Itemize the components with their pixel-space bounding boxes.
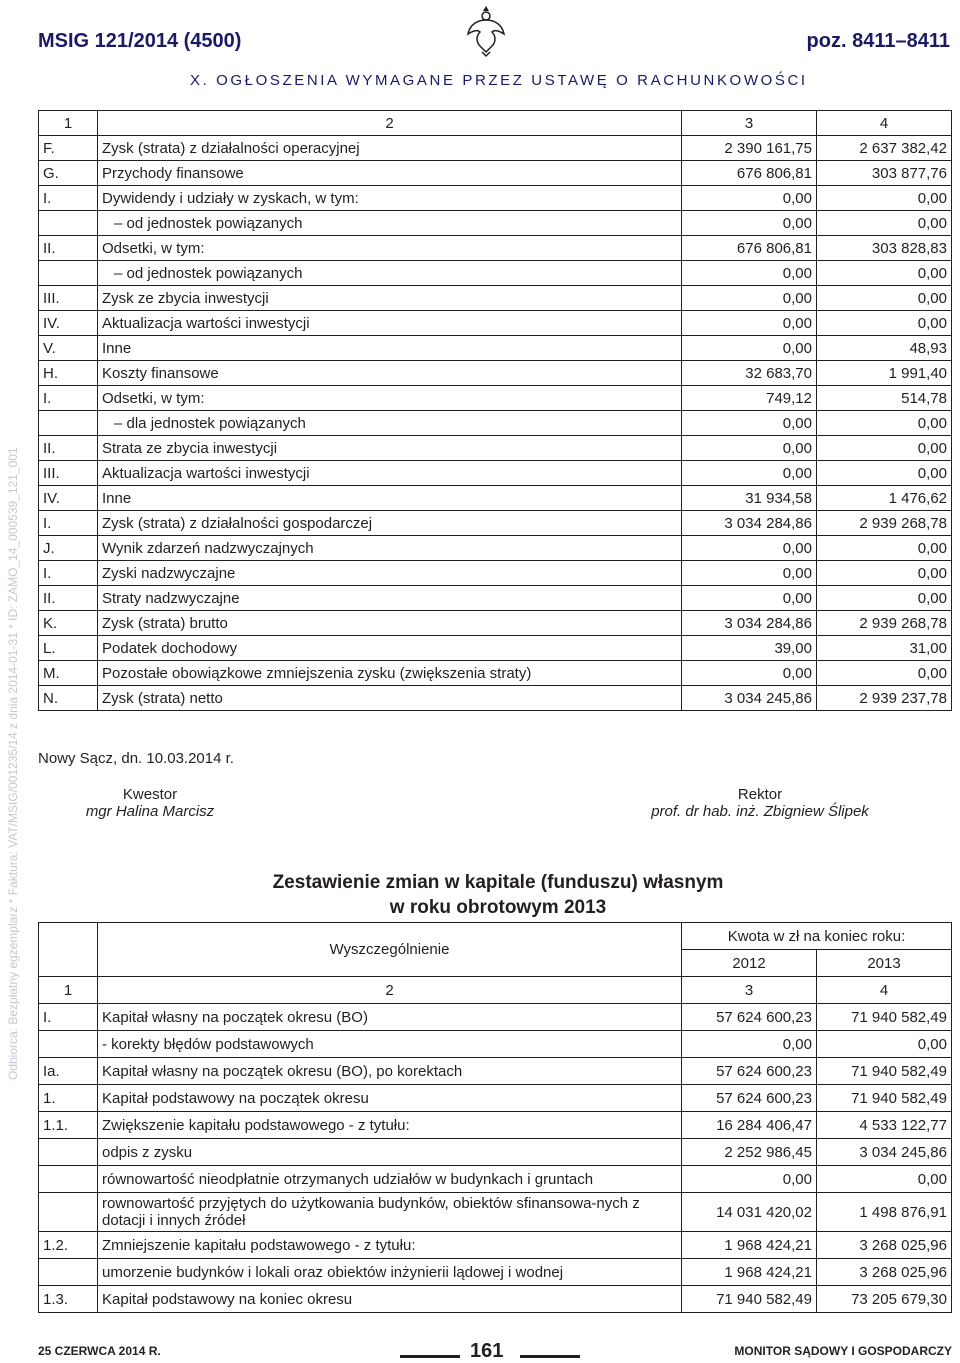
header-position: poz. 8411–8411: [806, 30, 950, 52]
row-value-curr-cell: 31,00: [817, 636, 952, 661]
row-label-cell: – od jednostek powiązanych: [98, 261, 682, 286]
row-value-prev-cell: 676 806,81: [682, 236, 817, 261]
row-value-curr-cell: 48,93: [817, 336, 952, 361]
footer-rule: [400, 1355, 460, 1358]
row-number-cell: II.: [39, 236, 98, 261]
row-value-curr-cell: 3 268 025,96: [817, 1232, 952, 1259]
signature-name: mgr Halina Marcisz: [85, 803, 215, 820]
row-value-curr-cell: 0,00: [817, 1166, 952, 1193]
table-header-cell: 2013: [817, 950, 952, 977]
signature-left: [70, 786, 230, 820]
table-row: [39, 261, 952, 286]
row-value-curr-cell: 1 498 876,91: [817, 1193, 952, 1232]
row-value-curr-cell: 71 940 582,49: [817, 1085, 952, 1112]
row-number-cell: I.: [39, 561, 98, 586]
header-issue: MSIG 121/2014 (4500): [38, 30, 242, 52]
row-value-prev-cell: 0,00: [682, 286, 817, 311]
row-label-cell: Zysk (strata) brutto: [98, 611, 682, 636]
table-header-cell: Wyszczególnienie: [98, 923, 682, 977]
row-value-prev-cell: 676 806,81: [682, 161, 817, 186]
row-label-cell: Inne: [98, 336, 682, 361]
table-row: [39, 186, 952, 211]
table-row: [39, 161, 952, 186]
row-label-cell: Zmniejszenie kapitału podstawowego - z tytułu:: [98, 1232, 682, 1259]
row-number-cell: [39, 1193, 98, 1232]
table-header-cell: Kwota w zł na koniec roku:: [682, 923, 952, 950]
table-header-cell: 1: [39, 977, 98, 1004]
row-value-prev-cell: 0,00: [682, 336, 817, 361]
row-label-cell: Kapitał podstawowy na koniec okresu: [98, 1286, 682, 1313]
row-value-curr-cell: 2 939 268,78: [817, 511, 952, 536]
row-number-cell: [39, 211, 98, 236]
row-label-cell: Zysk ze zbycia inwestycji: [98, 286, 682, 311]
row-number-cell: IV.: [39, 486, 98, 511]
row-number-cell: [39, 1139, 98, 1166]
row-label-cell: - korekty błędów podstawowych: [98, 1031, 682, 1058]
table-row: [39, 511, 952, 536]
row-value-curr-cell: 2 637 382,42: [817, 136, 952, 161]
row-value-curr-cell: 303 828,83: [817, 236, 952, 261]
row-number-cell: III.: [39, 286, 98, 311]
row-value-prev-cell: 3 034 245,86: [682, 686, 817, 711]
table-header-cell: 2: [98, 977, 682, 1004]
row-value-curr-cell: 1 991,40: [817, 361, 952, 386]
table-row: [39, 236, 952, 261]
table-row: [39, 686, 952, 711]
table-row: [39, 1286, 952, 1313]
footer-date: 25 CZERWCA 2014 R.: [38, 1344, 161, 1358]
table-row: [39, 411, 952, 436]
row-number-cell: 1.2.: [39, 1232, 98, 1259]
table-row: [39, 461, 952, 486]
row-value-curr-cell: 0,00: [817, 261, 952, 286]
row-value-prev-cell: 1 968 424,21: [682, 1259, 817, 1286]
row-label-cell: – dla jednostek powiązanych: [98, 411, 682, 436]
table-row: [39, 286, 952, 311]
row-value-curr-cell: 0,00: [817, 586, 952, 611]
row-label-cell: Strata ze zbycia inwestycji: [98, 436, 682, 461]
row-value-prev-cell: 0,00: [682, 461, 817, 486]
row-value-prev-cell: 0,00: [682, 1166, 817, 1193]
row-label-cell: Dywidendy i udziały w zyskach, w tym:: [98, 186, 682, 211]
row-value-prev-cell: 32 683,70: [682, 361, 817, 386]
row-value-prev-cell: 57 624 600,23: [682, 1058, 817, 1085]
row-value-curr-cell: 0,00: [817, 461, 952, 486]
row-value-curr-cell: 4 533 122,77: [817, 1112, 952, 1139]
row-label-cell: Zysk (strata) z działalności operacyjnej: [98, 136, 682, 161]
row-label-cell: Wynik zdarzeń nadzwyczajnych: [98, 536, 682, 561]
row-value-prev-cell: 16 284 406,47: [682, 1112, 817, 1139]
row-value-curr-cell: 0,00: [817, 436, 952, 461]
row-number-cell: III.: [39, 461, 98, 486]
row-value-prev-cell: 57 624 600,23: [682, 1085, 817, 1112]
footer-publication: MONITOR SĄDOWY I GOSPODARCZY: [734, 1344, 952, 1358]
table-header-cell: 4: [817, 111, 952, 136]
table-row: [39, 636, 952, 661]
row-value-curr-cell: 0,00: [817, 211, 952, 236]
table-row: [39, 536, 952, 561]
row-label-cell: Inne: [98, 486, 682, 511]
vertical-watermark-text: Odbiorca: Bezpłatny egzemplarz * Faktura: VAT/MSIG/001235/14 z dnia 2014-01-31 * ID: ZAMO_14_000539_121_001: [6, 447, 20, 1080]
row-value-prev-cell: 0,00: [682, 1031, 817, 1058]
row-label-cell: Zysk (strata) z działalności gospodarczej: [98, 511, 682, 536]
row-label-cell: Pozostałe obowiązkowe zmniejszenia zysku (zwiększenia straty): [98, 661, 682, 686]
row-value-curr-cell: 71 940 582,49: [817, 1004, 952, 1031]
table-row: [39, 1139, 952, 1166]
row-number-cell: V.: [39, 336, 98, 361]
table-row: [39, 486, 952, 511]
row-value-curr-cell: 71 940 582,49: [817, 1058, 952, 1085]
row-value-curr-cell: 2 939 268,78: [817, 611, 952, 636]
table-row: [39, 661, 952, 686]
row-value-prev-cell: 57 624 600,23: [682, 1004, 817, 1031]
table-header-cell: 4: [817, 977, 952, 1004]
row-value-curr-cell: 1 476,62: [817, 486, 952, 511]
row-value-prev-cell: 0,00: [682, 411, 817, 436]
row-label-cell: Straty nadzwyczajne: [98, 586, 682, 611]
row-value-curr-cell: 303 877,76: [817, 161, 952, 186]
row-value-curr-cell: 3 034 245,86: [817, 1139, 952, 1166]
row-value-curr-cell: 0,00: [817, 186, 952, 211]
row-label-cell: – od jednostek powiązanych: [98, 211, 682, 236]
capital-title: [238, 870, 758, 920]
table-row: [39, 561, 952, 586]
table-row: [39, 1166, 952, 1193]
table-row: [39, 1259, 952, 1286]
row-value-prev-cell: 0,00: [682, 561, 817, 586]
table-row: [39, 1031, 952, 1058]
row-label-cell: Zysk (strata) netto: [98, 686, 682, 711]
row-number-cell: I.: [39, 186, 98, 211]
row-number-cell: Ia.: [39, 1058, 98, 1085]
row-value-prev-cell: 2 390 161,75: [682, 136, 817, 161]
row-value-curr-cell: 514,78: [817, 386, 952, 411]
row-value-curr-cell: 0,00: [817, 536, 952, 561]
table-row: [39, 386, 952, 411]
row-value-prev-cell: 39,00: [682, 636, 817, 661]
row-value-prev-cell: 3 034 284,86: [682, 511, 817, 536]
signature-name: prof. dr hab. inż. Zbigniew Ślipek: [651, 803, 869, 820]
table-row: [39, 136, 952, 161]
row-label-cell: Kapitał własny na początek okresu (BO): [98, 1004, 682, 1031]
row-label-cell: Odsetki, w tym:: [98, 236, 682, 261]
table-row: [39, 1085, 952, 1112]
row-number-cell: K.: [39, 611, 98, 636]
row-label-cell: Odsetki, w tym:: [98, 386, 682, 411]
page-number: 161: [470, 1340, 504, 1362]
capital-title-line: w roku obrotowym 2013: [389, 897, 607, 918]
row-number-cell: J.: [39, 536, 98, 561]
row-value-prev-cell: 0,00: [682, 586, 817, 611]
row-value-curr-cell: 0,00: [817, 661, 952, 686]
table-header-cell: 3: [682, 977, 817, 1004]
row-value-prev-cell: 749,12: [682, 386, 817, 411]
row-number-cell: I.: [39, 511, 98, 536]
row-value-curr-cell: 2 939 237,78: [817, 686, 952, 711]
row-value-prev-cell: 0,00: [682, 186, 817, 211]
row-value-curr-cell: 0,00: [817, 286, 952, 311]
row-number-cell: 1.3.: [39, 1286, 98, 1313]
row-value-prev-cell: 71 940 582,49: [682, 1286, 817, 1313]
row-label-cell: Aktualizacja wartości inwestycji: [98, 461, 682, 486]
signature-right: [630, 786, 890, 820]
table-row: [39, 611, 952, 636]
table-header-row: [39, 977, 952, 1004]
row-label-cell: odpis z zysku: [98, 1139, 682, 1166]
row-label-cell: Koszty finansowe: [98, 361, 682, 386]
row-value-prev-cell: 0,00: [682, 211, 817, 236]
table-header-row: [39, 111, 952, 136]
row-label-cell: Zwiększenie kapitału podstawowego - z tytułu:: [98, 1112, 682, 1139]
row-label-cell: rownowartość przyjętych do użytkowania budynków, obiektów sfinansowa-nych z dotacji i innych źródeł: [98, 1193, 682, 1232]
table-row: [39, 311, 952, 336]
row-value-prev-cell: 0,00: [682, 661, 817, 686]
row-value-curr-cell: 0,00: [817, 411, 952, 436]
table-row: [39, 336, 952, 361]
table-row: [39, 361, 952, 386]
table-row: [39, 1232, 952, 1259]
row-number-cell: [39, 261, 98, 286]
row-number-cell: M.: [39, 661, 98, 686]
eagle-emblem-icon: [466, 2, 506, 58]
row-label-cell: umorzenie budynków i lokali oraz obiektów inżynierii lądowej i wodnej: [98, 1259, 682, 1286]
row-number-cell: N.: [39, 686, 98, 711]
row-value-prev-cell: 1 968 424,21: [682, 1232, 817, 1259]
row-label-cell: Kapitał podstawowy na początek okresu: [98, 1085, 682, 1112]
table-row: [39, 1112, 952, 1139]
row-number-cell: F.: [39, 136, 98, 161]
row-number-cell: II.: [39, 586, 98, 611]
table-row: [39, 1193, 952, 1232]
row-value-prev-cell: 2 252 986,45: [682, 1139, 817, 1166]
row-label-cell: Zyski nadzwyczajne: [98, 561, 682, 586]
row-label-cell: Aktualizacja wartości inwestycji: [98, 311, 682, 336]
row-number-cell: H.: [39, 361, 98, 386]
table-row: [39, 436, 952, 461]
footer-rule: [520, 1355, 580, 1358]
row-label-cell: Przychody finansowe: [98, 161, 682, 186]
row-number-cell: I.: [39, 1004, 98, 1031]
table-header-cell: 1: [39, 111, 98, 136]
table-row: [39, 211, 952, 236]
table-row: [39, 1004, 952, 1031]
row-value-curr-cell: 3 268 025,96: [817, 1259, 952, 1286]
row-value-curr-cell: 73 205 679,30: [817, 1286, 952, 1313]
row-number-cell: 1.: [39, 1085, 98, 1112]
row-number-cell: [39, 411, 98, 436]
capital-title-line: Zestawienie zmian w kapitale (funduszu) własnym: [272, 872, 724, 893]
row-value-curr-cell: 0,00: [817, 1031, 952, 1058]
row-number-cell: [39, 1259, 98, 1286]
row-number-cell: [39, 1031, 98, 1058]
row-number-cell: 1.1.: [39, 1112, 98, 1139]
signature-role: Kwestor: [122, 786, 178, 803]
row-number-cell: [39, 1166, 98, 1193]
row-value-prev-cell: 3 034 284,86: [682, 611, 817, 636]
table-header-cell: 2012: [682, 950, 817, 977]
row-label-cell: Kapitał własny na początek okresu (BO), po korektach: [98, 1058, 682, 1085]
table-header-cell: 2: [98, 111, 682, 136]
row-value-prev-cell: 31 934,58: [682, 486, 817, 511]
row-value-prev-cell: 0,00: [682, 436, 817, 461]
row-label-cell: Podatek dochodowy: [98, 636, 682, 661]
row-number-cell: I.: [39, 386, 98, 411]
row-value-curr-cell: 0,00: [817, 311, 952, 336]
signature-role: Rektor: [737, 786, 783, 803]
row-value-prev-cell: 14 031 420,02: [682, 1193, 817, 1232]
table-header-cell: 3: [682, 111, 817, 136]
table-row: [39, 1058, 952, 1085]
row-label-cell: równowartość nieodpłatnie otrzymanych udziałów w budynkach i gruntach: [98, 1166, 682, 1193]
section-title: X. OGŁOSZENIA WYMAGANE PRZEZ USTAWĘ O RACHUNKOWOŚCI: [190, 72, 808, 89]
row-number-cell: II.: [39, 436, 98, 461]
row-number-cell: IV.: [39, 311, 98, 336]
row-value-prev-cell: 0,00: [682, 261, 817, 286]
row-value-prev-cell: 0,00: [682, 536, 817, 561]
table-row: [39, 586, 952, 611]
row-value-curr-cell: 0,00: [817, 561, 952, 586]
financial-result-table: [38, 110, 952, 711]
row-value-prev-cell: 0,00: [682, 311, 817, 336]
capital-changes-table: [38, 922, 952, 1313]
table-header-cell: [39, 923, 98, 977]
row-number-cell: L.: [39, 636, 98, 661]
row-number-cell: G.: [39, 161, 98, 186]
place-date: Nowy Sącz, dn. 10.03.2014 r.: [38, 750, 234, 767]
table-header-row: [39, 923, 952, 950]
